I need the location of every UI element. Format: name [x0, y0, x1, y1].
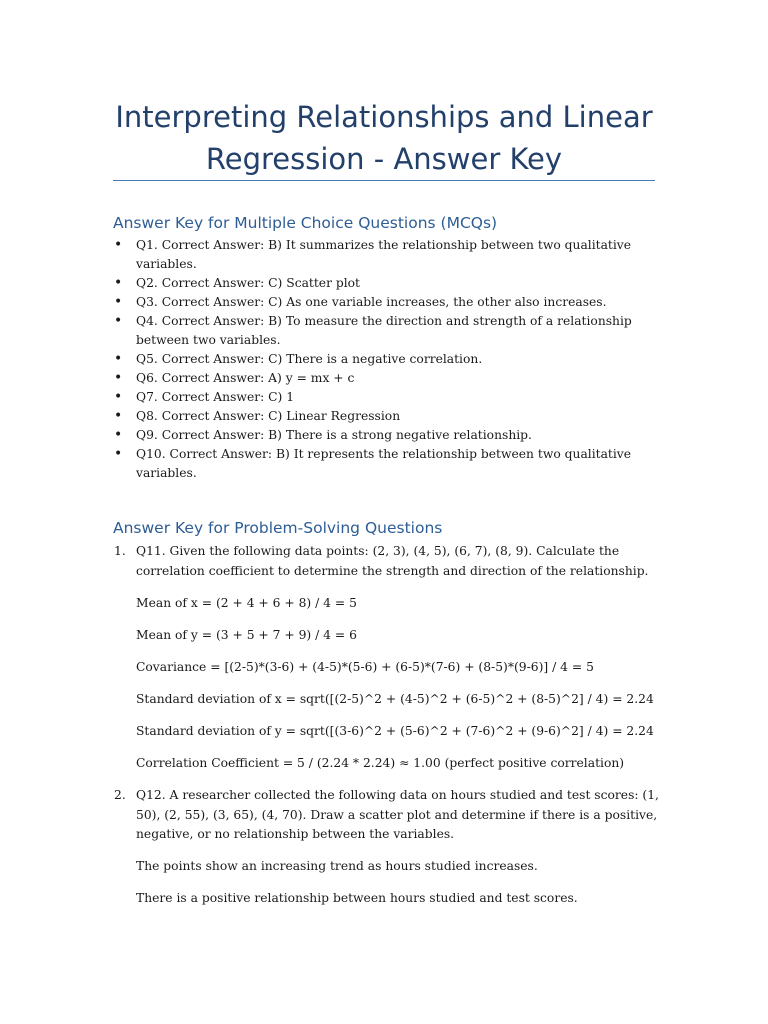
problem-question: Q11. Given the following data points: (2, 3), (4, 5), (6, 7), (8, 9). Calculate the correlation coefficient to determine the strength and direction of the relationship. [136, 544, 649, 578]
problem-answer-list [113, 542, 661, 909]
mcq-answer-item: • Q4. Correct Answer: B) To measure the direction and strength of a relationship between two variables. [113, 312, 661, 350]
answer-line: The points show an increasing trend as hours studied increases. [136, 859, 538, 873]
mcq-answer-item: • Q7. Correct Answer: C) 1 [113, 388, 661, 407]
mcq-answer-item: • Q6. Correct Answer: A) y = mx + c [113, 369, 661, 388]
mcq-answer-item: • Q1. Correct Answer: B) It summarizes the relationship between two qualitative variables. [113, 236, 661, 274]
mcq-section-heading: Answer Key for Multiple Choice Questions (MCQs) [113, 214, 498, 232]
answer-line: There is a positive relationship between hours studied and test scores. [136, 891, 578, 905]
document-title: Interpreting Relationships and Linear Regression - Answer Key [115, 100, 653, 176]
mcq-answer-item: • Q8. Correct Answer: C) Linear Regression [113, 407, 661, 426]
mcq-answer-item: • Q3. Correct Answer: C) As one variable increases, the other also increases. [113, 293, 661, 312]
mcq-answer-item: • Q2. Correct Answer: C) Scatter plot [113, 274, 661, 293]
calculation-line: Standard deviation of y = sqrt([(3-6)^2 + (5-6)^2 + (7-6)^2 + (9-6)^2] / 4) = 2.24 [136, 723, 654, 738]
problem-number: 1. [114, 544, 126, 558]
problem-number: 2. [114, 788, 126, 802]
calculation-line: Standard deviation of x = sqrt([(2-5)^2 + (4-5)^2 + (6-5)^2 + (8-5)^2] / 4) = 2.24 [136, 691, 654, 706]
problem-section-heading: Answer Key for Problem-Solving Questions [113, 519, 443, 537]
calculation-line: Mean of y = (3 + 5 + 7 + 9) / 4 = 6 [136, 627, 357, 642]
problem-question: Q12. A researcher collected the following data on hours studied and test scores: (1, 50), (2, 55), (3, 65), (4, 70). Draw a scatter plot and determine if there is a positive, negative, or no relationship between the variables. [136, 788, 659, 841]
mcq-answer-item: • Q10. Correct Answer: B) It represents the relationship between two qualitative variables. [113, 445, 661, 483]
mcq-answer-item: • Q5. Correct Answer: C) There is a negative correlation. [113, 350, 661, 369]
mcq-answer-list [113, 236, 661, 483]
title-underline [113, 180, 655, 181]
problem-item-q11 [113, 542, 661, 773]
problem-item-q12 [113, 786, 661, 909]
calculation-line: Mean of x = (2 + 4 + 6 + 8) / 4 = 5 [136, 595, 357, 610]
calculation-line: Covariance = [(2-5)*(3-6) + (4-5)*(5-6) + (6-5)*(7-6) + (8-5)*(9-6)] / 4 = 5 [136, 659, 594, 674]
mcq-answer-item: • Q9. Correct Answer: B) There is a strong negative relationship. [113, 426, 661, 445]
calculation-line: Correlation Coefficient = 5 / (2.24 * 2.24) ≈ 1.00 (perfect positive correlation) [136, 755, 625, 770]
